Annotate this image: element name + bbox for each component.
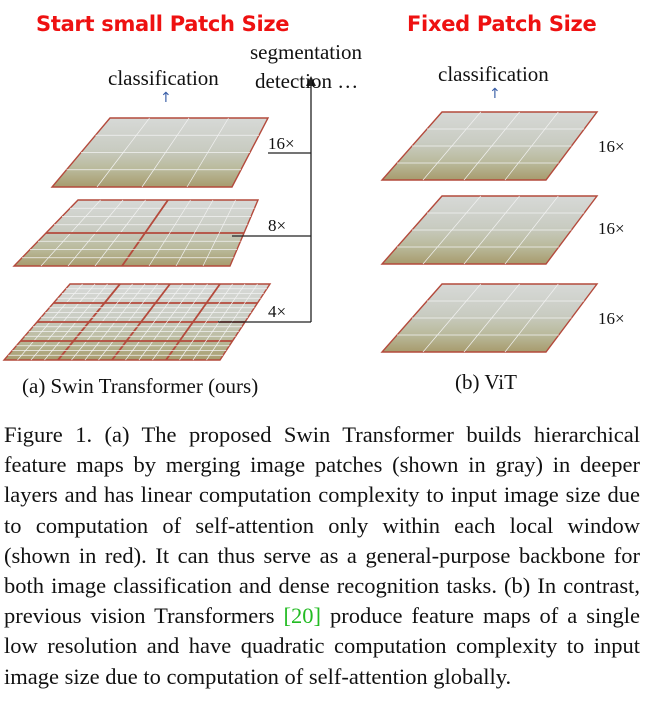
scale-label-b-bottom: 16× (598, 309, 625, 328)
panel-b-caption: (b) ViT (455, 370, 517, 394)
caption-text-part1: Figure 1. (a) The proposed Swin Transformer builds hierarchical feature maps by merging image patches (shown in gray) in deeper layers and has linear computation complexity to input image size due to computation of self-attention only within each local window (shown in red). It can thus serve as a general-purpose backbone for both image classification and dense recognition tasks. (b) In contrast, previous vision Transformers (4, 422, 640, 629)
caption-text-part2: produce feature maps of a single low resolution and have quadratic computation complexity to input image size due to computation of self-attention globally. (4, 603, 641, 689)
scale-label-a-4x: 4× (268, 302, 287, 321)
panel-b-classification-label: classification (438, 62, 549, 86)
panel-a-up-arrow-icon: ↑ (160, 90, 172, 106)
scale-label-b-middle: 16× (598, 219, 625, 238)
panel-a-caption: (a) Swin Transformer (ours) (22, 374, 259, 398)
panel-b-up-arrow-icon: ↑ (489, 86, 501, 102)
detection-label: detection … (255, 69, 359, 93)
figure-caption (4, 420, 640, 692)
heading-start-small-patch: Start small Patch Size (36, 12, 290, 36)
scale-label-a-16x: 16× (268, 134, 295, 153)
heading-fixed-patch: Fixed Patch Size (407, 12, 597, 36)
scale-label-a-8x: 8× (268, 216, 287, 235)
scale-label-b-top: 16× (598, 137, 625, 156)
citation-link[interactable]: [20] (283, 603, 322, 629)
panel-a-classification-label: classification (108, 66, 219, 90)
segmentation-label: segmentation (250, 40, 362, 64)
